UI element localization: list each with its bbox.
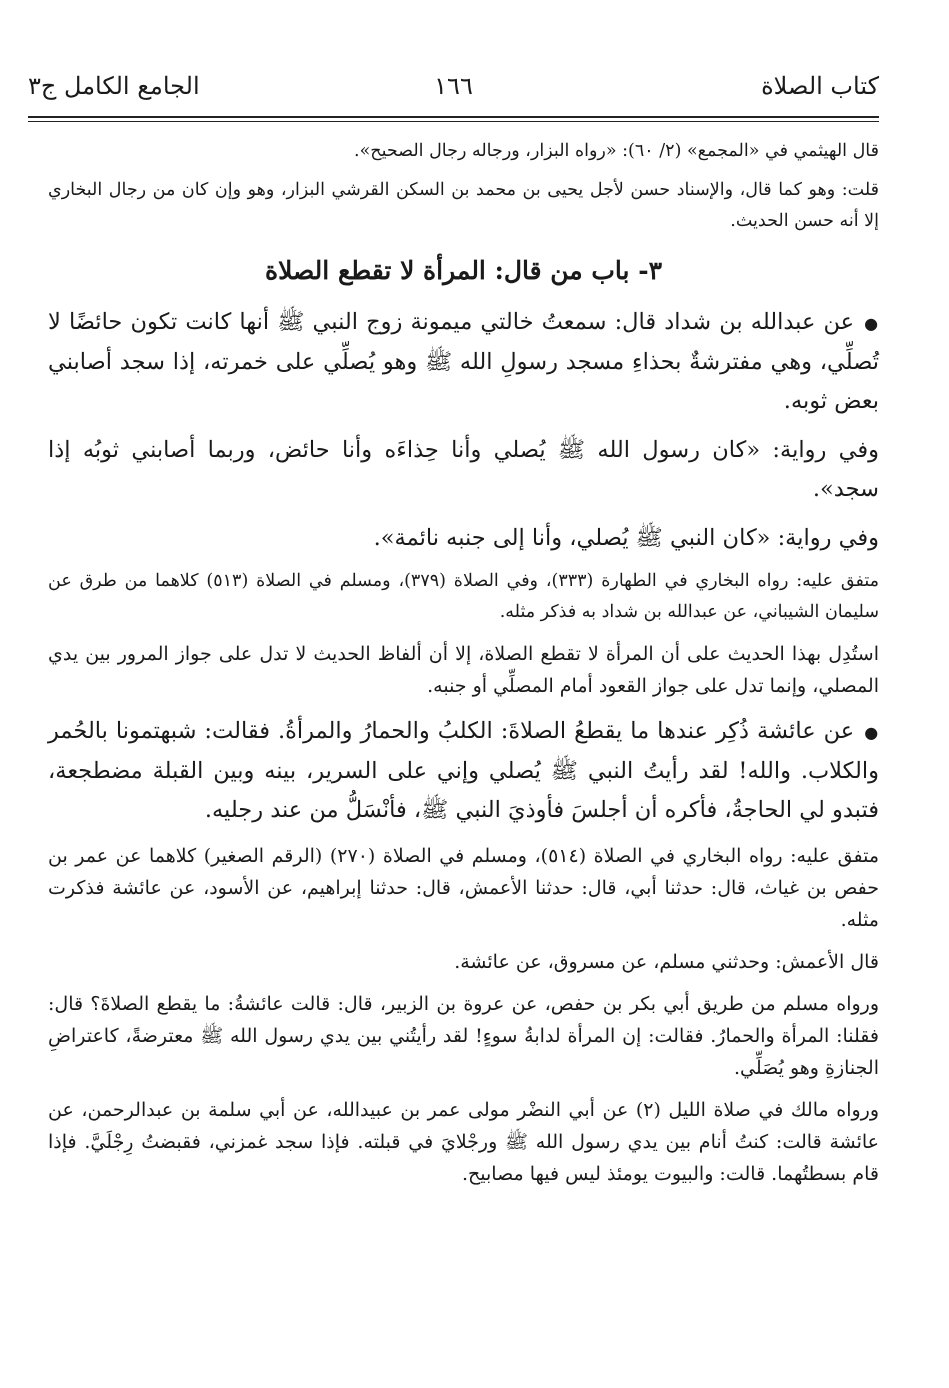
takhrij-paragraph: قال الأعمش: وحدثني مسلم، عن مسروق، عن عائشة. <box>454 951 879 973</box>
takhrij-paragraph: متفق عليه: رواه البخاري في الطهارة (٣٣٣)، وفي الصلاة (٣٧٩)، ومسلم في الصلاة (٥١٣) كلاهما من طرق عن سليمان الشيباني، عن عبدالله بن شداد به فذكر مثله. <box>48 571 879 622</box>
series-title: الجامع الكامل ج٣ <box>28 72 200 100</box>
page-body <box>48 128 879 1190</box>
page-number: ١٦٦ <box>434 72 473 100</box>
citation-paragraph: قال الهيثمي في «المجمع» (٢/ ٦٠): «رواه البزار، ورجاله رجال الصحيح». <box>354 141 879 161</box>
book-title: كتاب الصلاة <box>761 72 879 100</box>
header-rule <box>28 116 879 118</box>
hadith-paragraph <box>48 712 879 830</box>
narration-variant: وفي رواية: «كان رسول الله ﷺ يُصلي وأنا حِذاءَه وأنا حائض، وربما أصابني ثوبُه إذا سجد». <box>48 437 879 502</box>
narration-variant: وفي رواية: «كان النبي ﷺ يُصلي، وأنا إلى جنبه نائمة». <box>373 525 879 551</box>
page-header <box>28 64 879 116</box>
bullet-icon: ● <box>864 723 879 742</box>
hadith-text: عن عائشة ذُكِر عندها ما يقطعُ الصلاةَ: الكلبُ والحمارُ والمرأةُ. فقالت: شبهتمونا بالحُمر والكلاب. والله! لقد رأيتُ النبي ﷺ يُصلي وإني على السرير، بينه وبين القبلة مضطجعة، فتبدو لي الحاجةُ، فأكره أن أجلسَ فأوذيَ النبي ﷺ، فأنْسَلُّ من عند رجليه. <box>48 718 879 823</box>
commentary-paragraph: استُدِل بهذا الحديث على أن المرأة لا تقطع الصلاة، إلا أن ألفاظ الحديث لا تدل على جواز المرور بين يدي المصلي، وإنما تدل على جواز القعود أمام المصلِّي أو جنبه. <box>48 643 879 697</box>
takhrij-paragraph: ورواه مالك في صلاة الليل (٢) عن أبي النضْر مولى عمر بن عبيدالله، عن أبي سلمة بن عبدالرحمن، عن عائشة قالت: كنتُ أنام بين يدي رسول الله ﷺ ورجْلايَ في قبلته. فإذا سجد غمزني، فقبضتُ رِجْلَيَّ. فإذا قام بسطتُهما. قالت: والبيوت يومئذ ليس فيها مصابيح. <box>48 1099 879 1185</box>
hadith-paragraph <box>48 303 879 421</box>
chapter-heading: ٣- باب من قال: المرأة لا تقطع الصلاة <box>264 256 663 285</box>
takhrij-paragraph: متفق عليه: رواه البخاري في الصلاة (٥١٤)، ومسلم في الصلاة (٢٧٠) (الرقم الصغير) كلاهما عن عمر بن حفص بن غياث، قال: حدثنا أبي، قال: حدثنا الأعمش، قال: حدثنا إبراهيم، عن الأسود، عن عائشة فذكرت مثله. <box>48 845 880 931</box>
takhrij-paragraph: ورواه مسلم من طريق أبي بكر بن حفص، عن عروة بن الزبير، قال: قالت عائشةُ: ما يقطع الصلاةَ؟ قال: فقلنا: المرأة والحمارُ. فقالت: إن المرأة لدابةُ سوءٍ! لقد رأيتُني بين يدي رسول الله ﷺ معترضةً، كاعتراضِ الجنازةِ وهو يُصَلِّي. <box>48 993 879 1079</box>
header-rule-thin <box>28 121 879 122</box>
bullet-icon: ● <box>864 314 879 333</box>
commentary-paragraph: قلت: وهو كما قال، والإسناد حسن لأجل يحيى بن محمد بن السكن القرشي البزار، وهو وإن كان من رجال البخاري إلا أنه حسن الحديث. <box>48 180 879 231</box>
hadith-text: عن عبدالله بن شداد قال: سمعتُ خالتي ميمونة زوج النبي ﷺ أنها كانت تكون حائضًا لا تُصلِّي، وهي مفترشةٌ بحذاءِ مسجد رسولِ الله ﷺ وهو يُصلِّي على خمرته، إذا سجد أصابني بعض ثوبه. <box>48 309 879 414</box>
